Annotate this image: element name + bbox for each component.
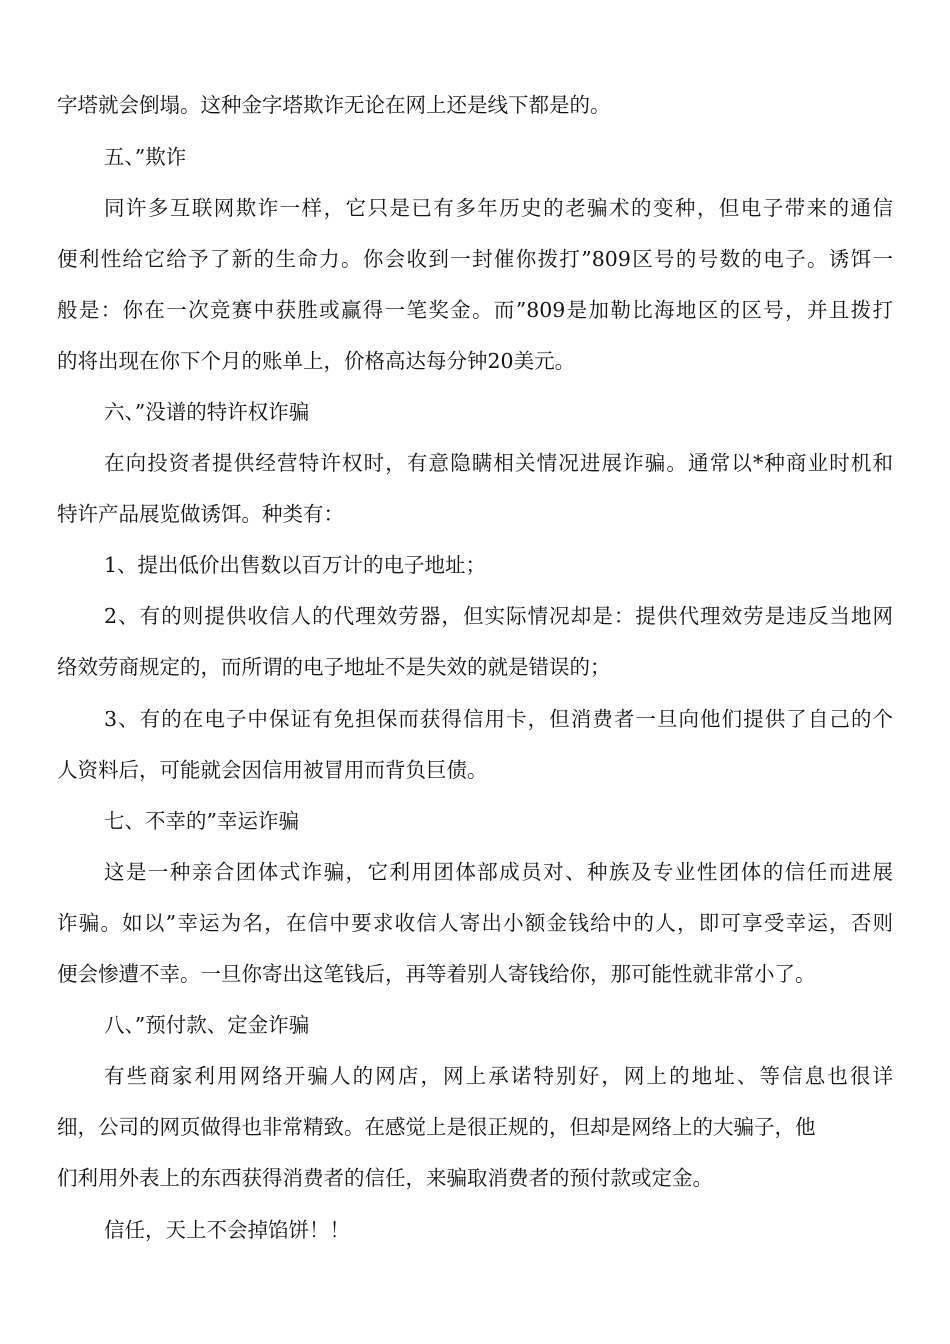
paragraph-line: 们利用外表上的东西获得消费者的信任，来骗取消费者的预付款或定金。: [57, 1166, 713, 1190]
section-heading: 七、不幸的”幸运诈骗: [104, 809, 299, 833]
section-heading: 八、”预付款、定金诈骗: [104, 1013, 310, 1037]
list-item: 1、提出低价出售数以百万计的电子地址；: [104, 553, 487, 577]
paragraph-line: 在向投资者提供经营特许权时，有意隐瞒相关情况进展诈骗。通常以*种商业时机和: [104, 451, 893, 475]
section-heading: 五、”欺诈: [104, 145, 187, 169]
paragraph-line: 络效劳商规定的，而所谓的电子地址不是失效的就是错误的；: [57, 655, 611, 679]
paragraph-line: 字塔就会倒塌。这种金字塔欺诈无论在网上还是线下都是的。: [57, 93, 611, 117]
paragraph-line: 诈骗。如以”幸运为名，在信中要求收信人寄出小额金钱给中的人，即可享受幸运，否则: [57, 911, 893, 935]
paragraph-line: 人资料后，可能就会因信用被冒用而背负巨债。: [57, 758, 488, 782]
paragraph-line: 便利性给它给予了新的生命力。你会收到一封催你拨打”809区号的号数的电子。诱饵一: [57, 247, 893, 271]
paragraph-line: 同许多互联网欺诈一样，它只是已有多年历史的老骗术的变种，但电子带来的通信: [104, 196, 893, 220]
paragraph-line: 有些商家利用网络开骗人的网店，网上承诺特别好，网上的地址、等信息也很详: [104, 1064, 893, 1088]
list-item: 2、有的则提供收信人的代理效劳器，但实际情况却是：提供代理效劳是违反当地网: [104, 604, 893, 628]
list-item: 3、有的在电子中保证有免担保而获得信用卡，但消费者一旦向他们提供了自己的个: [104, 707, 893, 731]
paragraph-line: 特许产品展览做诱饵。种类有：: [57, 502, 344, 526]
paragraph-line: 般是：你在一次竞赛中获胜或赢得一笔奖金。而”809是加勒比海地区的区号，并且拨打: [57, 298, 893, 322]
paragraph-line: 便会惨遭不幸。一旦你寄出这笔钱后，再等着别人寄钱给你，那可能性就非常小了。: [57, 962, 816, 986]
section-heading: 六、”没谱的特许权诈骗: [104, 400, 310, 424]
paragraph-line: 细，公司的网页做得也非常精致。在感觉上是很正规的，但却是网络上的大骗子，他: [57, 1115, 816, 1139]
closing-line: 信任，天上不会掉馅饼！！: [104, 1218, 350, 1242]
paragraph-line: 这是一种亲合团体式诈骗，它利用团体部成员对、种族及专业性团体的信任而进展: [104, 860, 893, 884]
document-page: [57, 0, 893, 1344]
paragraph-line: 的将出现在你下个月的账单上，价格高达每分钟20美元。: [57, 349, 576, 373]
